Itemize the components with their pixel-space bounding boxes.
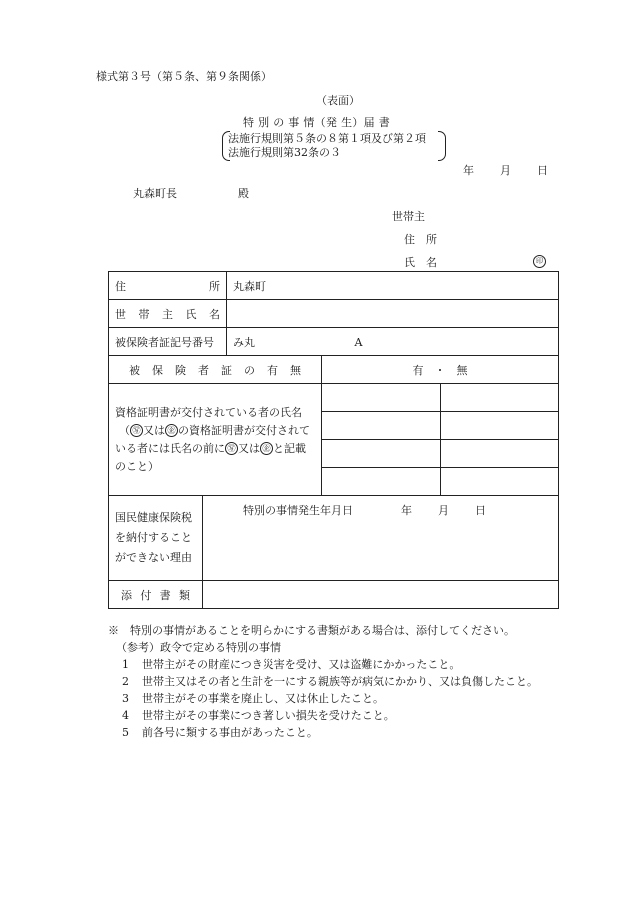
marker-b-icon: ㊭ xyxy=(260,442,273,455)
card-presence-choice[interactable]: 有 ・ 無 xyxy=(412,363,468,377)
law-reference-line-2: 法施行規則第32条の３ xyxy=(228,146,341,159)
side-indicator: （表面） xyxy=(316,94,360,107)
card-presence-choice-cell[interactable] xyxy=(322,356,559,384)
applicant-name-label: 氏 名 xyxy=(404,256,437,269)
note-reference-title: （参考）政令で定める特別の事情 xyxy=(116,641,281,654)
address-value: 丸森町 xyxy=(233,279,266,293)
addressee: 丸森町長 xyxy=(133,187,177,200)
qualification-name-cell[interactable] xyxy=(322,412,441,440)
insurance-number-row xyxy=(109,328,559,356)
reason-label-line-1: 国民健康保険税 xyxy=(115,511,192,524)
note-item: 1 世帯主がその財産につき災害を受け、又は盗難にかかったこと。 xyxy=(122,658,461,671)
marker-a-icon: ㊢ xyxy=(225,442,238,455)
qualification-name-cell[interactable] xyxy=(441,440,559,468)
right-bracket xyxy=(438,131,446,161)
marker-a-icon: ㊢ xyxy=(130,424,143,437)
card-presence-row xyxy=(109,356,559,384)
address-label-cell xyxy=(109,272,227,300)
law-reference-line-1: 法施行規則第５条の８第１項及び第２項 xyxy=(228,132,426,145)
qualification-label-cell xyxy=(109,384,322,496)
head-name-row xyxy=(109,300,559,328)
qualification-label-line-4: のこと） xyxy=(115,459,159,473)
qualification-label-line-2: （ ㊢ 又は ㊭ の資格証明書が交付されて xyxy=(119,423,310,437)
insurance-number-suffix: A xyxy=(354,335,363,349)
card-presence-label-cell xyxy=(109,356,322,384)
note-item: 5 前各号に類する事由があったこと。 xyxy=(122,726,318,739)
occurrence-date xyxy=(209,496,552,518)
qualification-row-1 xyxy=(109,384,559,412)
card-presence-label: 被 保 険 者 証 の 有 無 xyxy=(129,363,301,377)
reason-row xyxy=(109,496,559,581)
attachment-input-cell[interactable] xyxy=(203,581,559,609)
occurrence-date-label: 特別の事情発生年月日 xyxy=(243,504,353,517)
insurance-number-prefix: み丸 xyxy=(233,335,255,349)
marker-b-icon: ㊭ xyxy=(165,424,178,437)
document-title: 特 別 の 事 情（発 生）届 書 xyxy=(243,116,391,129)
note-main: ※ 特別の事情があることを明らかにする書類がある場合は、添付してください。 xyxy=(108,624,515,637)
household-head-label: 世帯主 xyxy=(392,210,425,223)
head-name-label-cell xyxy=(109,300,227,328)
qualification-name-cell[interactable] xyxy=(441,468,559,496)
date-day-label: 日 xyxy=(537,164,548,177)
applicant-address-label: 住 所 xyxy=(404,233,437,246)
form-table xyxy=(108,271,559,609)
note-item: 3 世帯主がその事業を廃止し、又は休止したこと。 xyxy=(122,692,384,705)
occurrence-month-label: 月 xyxy=(438,504,449,517)
attachment-label: 添 付 書 類 xyxy=(121,588,190,602)
note-item: 4 世帯主がその事業につき著しい損失を受けたこと。 xyxy=(122,709,395,722)
insurance-number-label-cell xyxy=(109,328,227,356)
form-number: 様式第３号（第５条、第９条関係） xyxy=(96,70,272,83)
occurrence-year-label: 年 xyxy=(401,504,412,517)
qualification-name-cell[interactable] xyxy=(322,384,441,412)
date-month-label: 月 xyxy=(500,164,511,177)
qualification-label-line-3: いる者には氏名の前に ㊢ 又は ㊭ と記載 xyxy=(115,441,306,455)
insurance-number-input-cell[interactable] xyxy=(227,328,559,356)
address-label: 住 所 xyxy=(115,279,220,293)
head-name-input-cell[interactable] xyxy=(227,300,559,328)
honorific: 殿 xyxy=(238,187,249,200)
reason-label-line-3: ができない理由 xyxy=(115,551,192,564)
qualification-name-cell[interactable] xyxy=(322,440,441,468)
notes-section xyxy=(108,622,538,741)
attachment-label-cell xyxy=(109,581,203,609)
address-row xyxy=(109,272,559,300)
note-item: 2 世帯主又はその者と生計を一にする親族等が病気にかかり、又は負傷したこと。 xyxy=(122,675,538,688)
seal-mark: 印 xyxy=(533,255,546,268)
date-year-label: 年 xyxy=(463,164,474,177)
law-reference xyxy=(222,131,446,161)
qualification-name-cell[interactable] xyxy=(441,412,559,440)
occurrence-day-label: 日 xyxy=(475,504,486,517)
head-name-label: 世 帯 主 氏 名 xyxy=(115,307,220,321)
qualification-label-line-1: 資格証明書が交付されている者の氏名 xyxy=(115,405,302,419)
reason-label-cell xyxy=(109,496,203,581)
reason-label-line-2: を納付すること xyxy=(115,531,192,544)
attachment-row xyxy=(109,581,559,609)
qualification-name-cell[interactable] xyxy=(322,468,441,496)
address-input-cell[interactable] xyxy=(227,272,559,300)
qualification-name-cell[interactable] xyxy=(441,384,559,412)
reason-input-cell[interactable] xyxy=(203,496,559,581)
insurance-number-label: 被保険者証記号番号 xyxy=(115,335,214,349)
